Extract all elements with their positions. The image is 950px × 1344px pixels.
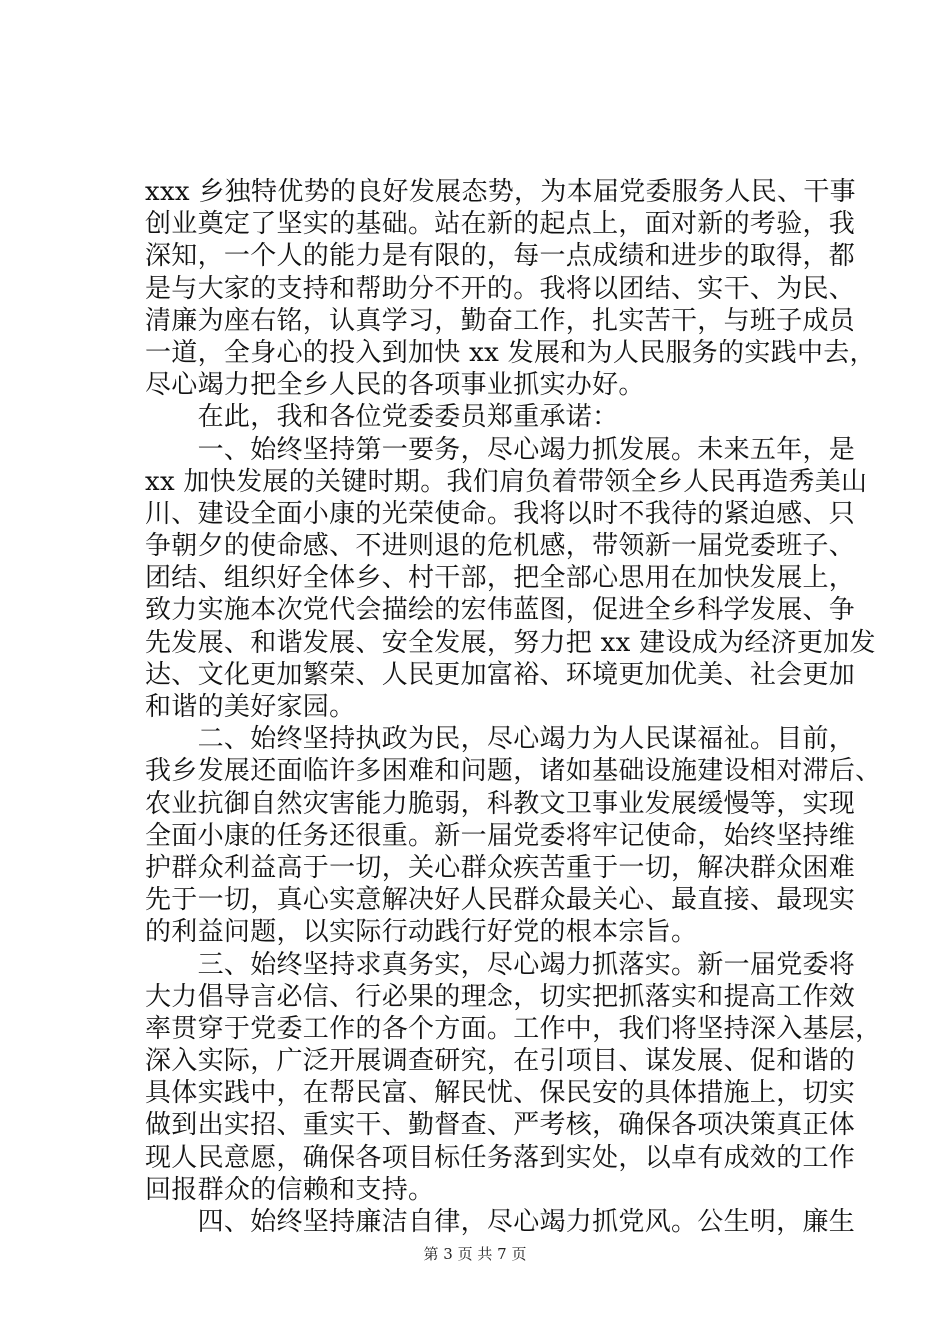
text-line: 达、文化更加繁荣、人民更加富裕、环境更加优美、社会更加 — [145, 659, 856, 690]
text-line: 一道，全身心的投入到加快 xx 发展和为人民服务的实践中去， — [145, 337, 876, 368]
text-line: 在此，我和各位党委委员郑重承诺： — [145, 402, 619, 433]
text-line: 团结、组织好全体乡、村干部，把全部心思用在加快发展上， — [145, 563, 856, 594]
text-line: 率贯穿于党委工作的各个方面。工作中，我们将坚持深入基层， — [145, 1013, 882, 1044]
text-line: 先发展、和谐发展、安全发展，努力把 xx 建设成为经济更加发 — [145, 627, 876, 658]
text-line: 清廉为座右铭，认真学习，勤奋工作，扎实苦干，与班子成员 — [145, 305, 856, 336]
text-line: 全面小康的任务还很重。新一届党委将牢记使命，始终坚持维 — [145, 820, 856, 851]
text-line: 和谐的美好家园。 — [145, 692, 356, 722]
text-line: 深入实际，广泛开展调查研究，在引项目、谋发展、促和谐的 — [145, 1046, 856, 1077]
text-line: xx 加快发展的关键时期。我们肩负着带领全乡人民再造秀美山 — [145, 466, 868, 497]
text-line: 争朝夕的使命感、不进则退的危机感，带领新一届党委班子、 — [145, 531, 856, 562]
text-line: 致力实施本次党代会描绘的宏伟蓝图，促进全乡科学发展、争 — [145, 595, 856, 626]
text-line: 做到出实招、重实干、勤督查、严考核，确保各项决策真正体 — [145, 1110, 856, 1141]
text-line: 创业奠定了坚实的基础。站在新的起点上，面对新的考验，我 — [145, 209, 856, 240]
text-line: xxx 乡独特优势的良好发展态势，为本届党委服务人民、干事 — [145, 177, 856, 207]
text-line: 回报群众的信赖和支持。 — [145, 1174, 435, 1205]
text-line: 是与大家的支持和帮助分不开的。我将以团结、实干、为民、 — [145, 273, 856, 304]
page-footer: 第 3 页 共 7 页 — [423, 1245, 527, 1263]
text-line: 三、始终坚持求真务实，尽心竭力抓落实。新一届党委将 — [145, 949, 856, 980]
text-line: 的利益问题，以实际行动践行好党的根本宗旨。 — [145, 917, 698, 948]
text-line: 四、始终坚持廉洁自律，尽心竭力抓党风。公生明，廉生 — [145, 1207, 856, 1237]
text-line: 具体实践中，在帮民富、解民忧、保民安的具体措施上，切实 — [145, 1078, 856, 1109]
text-line: 农业抗御自然灾害能力脆弱，科教文卫事业发展缓慢等，实现 — [145, 788, 856, 819]
text-line: 二、始终坚持执政为民，尽心竭力为人民谋福祉。目前， — [145, 724, 856, 755]
text-line: 大力倡导言必信、行必果的理念，切实把抓落实和提高工作效 — [145, 981, 856, 1012]
text-line: 现人民意愿，确保各项目标任务落到实处，以卓有成效的工作 — [145, 1142, 856, 1173]
text-line: 深知，一个人的能力是有限的，每一点成绩和进步的取得，都 — [145, 241, 856, 272]
text-line: 我乡发展还面临许多困难和问题，诸如基础设施建设相对滞后、 — [145, 756, 882, 787]
body-text — [145, 176, 882, 1238]
text-line: 川、建设全面小康的光荣使命。我将以时不我待的紧迫感、只 — [145, 498, 856, 529]
text-line: 护群众利益高于一切，关心群众疾苦重于一切，解决群众困难 — [145, 852, 856, 883]
text-line: 尽心竭力把全乡人民的各项事业抓实办好。 — [145, 370, 645, 401]
text-line: 先于一切，真心实意解决好人民群众最关心、最直接、最现实 — [145, 885, 856, 916]
text-line: 一、始终坚持第一要务，尽心竭力抓发展。未来五年，是 — [145, 434, 856, 465]
